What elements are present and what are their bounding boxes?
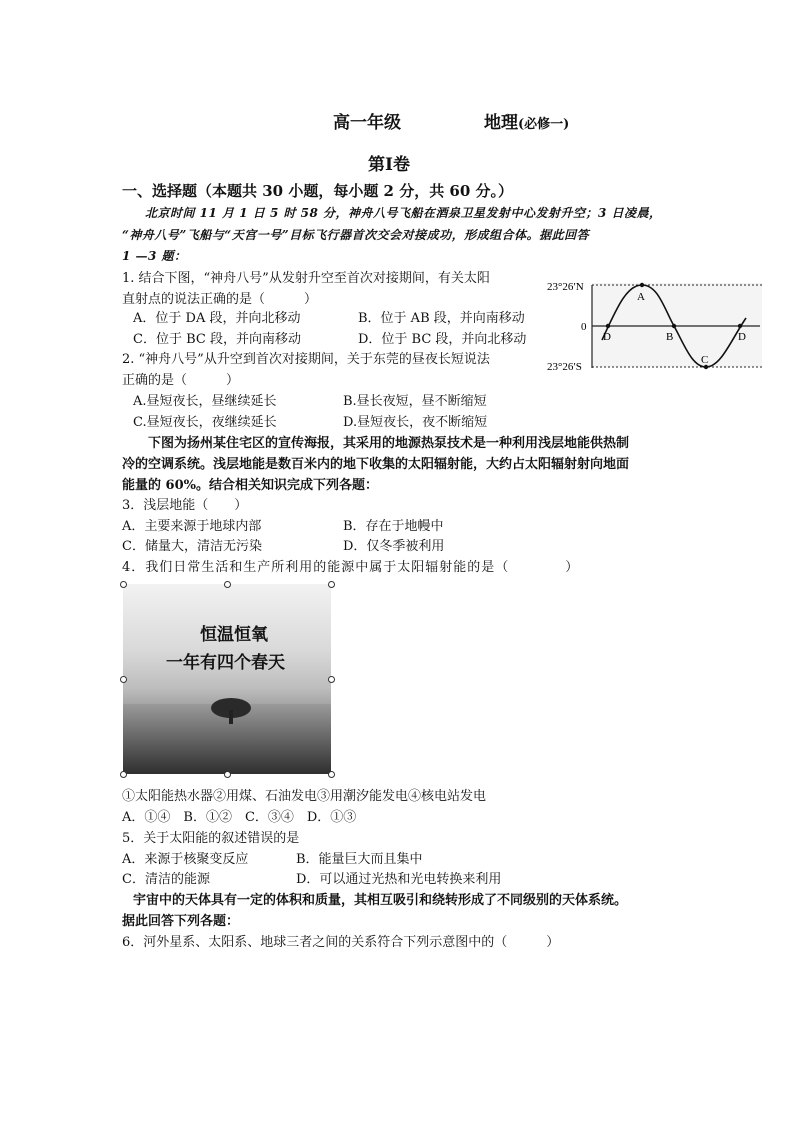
q5-option-b: B．能量巨大而且集中 (296, 852, 423, 867)
q1-option-d: D．位于 BC 段，并向北移动 (358, 332, 527, 347)
passage1-line3: 1 —3 题： (122, 249, 187, 263)
q4-stem: 4．我们日常生活和生产所利用的能源中属于太阳辐射能的是（ ） (122, 560, 580, 575)
tree-icon (209, 696, 253, 726)
subject-note: (必修一) (518, 117, 570, 132)
label-c: C (701, 354, 709, 366)
passage2-line3: 能量的 60%。结合相关知识完成下列各题： (122, 478, 378, 493)
q2-option-c: C.昼短夜长，夜继续延长 (133, 415, 277, 430)
resize-handle-bottom-left[interactable] (120, 771, 127, 778)
declination-figure (546, 280, 764, 380)
resize-handle-top-left[interactable] (120, 581, 127, 588)
resize-handle-top[interactable] (224, 581, 231, 588)
section-heading: 一、选择题（本题共 30 小题，每小题 2 分，共 60 分。） (122, 182, 514, 200)
subject-title (484, 108, 569, 133)
resize-handle-right[interactable] (328, 676, 335, 683)
subject-label: 地理 (484, 113, 518, 133)
q1-option-c: C．位于 BC 段，并向南移动 (133, 332, 301, 347)
point-b (672, 324, 676, 328)
passage3-line2: 据此回答下列各题： (122, 914, 240, 929)
q6-stem: 6．河外星系、太阳系、地球三者之间的关系符合下列示意图中的（ ） (122, 935, 560, 950)
label-d-right: D (738, 331, 746, 343)
label-a: A (637, 291, 645, 303)
point-d-right (738, 324, 742, 328)
poster-line1: 恒温恒氧 (200, 625, 268, 645)
q1-stem-line1: 1. 结合下图，“神舟八号”从发射升空至首次对接期间，有关太阳 (122, 271, 490, 286)
q1-option-a: A．位于 DA 段，并向北移动 (133, 311, 301, 326)
q5-option-a: A．来源于核聚变反应 (122, 852, 249, 867)
q3-option-b: B．存在于地幔中 (343, 519, 444, 534)
south-label: 23°26′S (547, 361, 582, 373)
promo-poster-image (123, 584, 331, 774)
resize-handle-left[interactable] (120, 676, 127, 683)
label-b: B (666, 331, 674, 343)
q5-option-c: C．清洁的能源 (122, 872, 210, 887)
q3-option-d: D．仅冬季被利用 (343, 539, 445, 554)
zero-label: 0 (581, 321, 587, 333)
q2-stem-line2: 正确的是（ ） (122, 373, 240, 388)
q3-stem: 3．浅层地能（ ） (122, 498, 248, 513)
q2-option-d: D.昼短夜长，夜不断缩短 (343, 415, 488, 430)
resize-handle-bottom-right[interactable] (328, 771, 335, 778)
label-d-left: D (603, 331, 611, 343)
q1-stem-line2: 直射点的说法正确的是（ ） (122, 292, 318, 307)
passage1-line1: 北京时间 11 月 1 日 5 时 58 分，神舟八号飞船在酒泉卫星发射中心发射升空；3 日凌晨， (145, 206, 662, 220)
q2-option-b: B.昼长夜短，昼不断缩短 (343, 394, 487, 409)
north-label: 23°26′N (547, 281, 584, 293)
volume-title: 第Ⅰ卷 (368, 155, 410, 175)
q4-options: A．①④ B．①② C．③④ D．①③ (122, 810, 357, 825)
resize-handle-top-right[interactable] (328, 581, 335, 588)
passage3-line1: 宇宙中的天体具有一定的体积和质量，其相互吸引和绕转形成了不同级别的天体系统。 (133, 893, 628, 908)
q5-stem: 5．关于太阳能的叙述错误的是 (122, 831, 300, 846)
q1-option-b: B．位于 AB 段，并向南移动 (358, 311, 525, 326)
passage1-line2: “神舟八号”飞船与“天宫一号”目标飞行器首次交会对接成功，形成组合体。据此回答 (122, 228, 590, 242)
grade-title: 高一年级 (333, 113, 401, 133)
passage2-line1: 下图为扬州某住宅区的宣传海报，其采用的地源热泵技术是一种利用浅层地能供热制 (148, 436, 630, 451)
q5-option-d: D．可以通过光热和光电转换来利用 (296, 872, 502, 887)
q3-option-c: C．储量大，清洁无污染 (122, 539, 262, 554)
q4-items: ①太阳能热水器②用煤、石油发电③用潮汐能发电④核电站发电 (122, 789, 487, 804)
point-d-left (606, 324, 610, 328)
poster-line2: 一年有四个春天 (166, 653, 285, 673)
q3-option-a: A．主要来源于地球内部 (122, 519, 262, 534)
passage2-line2: 冷的空调系统。浅层地能是数百米内的地下收集的太阳辐射能，大约占太阳辐射射向地面 (122, 457, 630, 472)
point-a (640, 283, 644, 287)
figure-background (592, 283, 762, 367)
q2-option-a: A.昼短夜长，昼继续延长 (133, 394, 277, 409)
resize-handle-bottom[interactable] (224, 771, 231, 778)
q2-stem-line1: 2. “神舟八号”从升空到首次对接期间，关于东莞的昼夜长短说法 (122, 352, 490, 367)
